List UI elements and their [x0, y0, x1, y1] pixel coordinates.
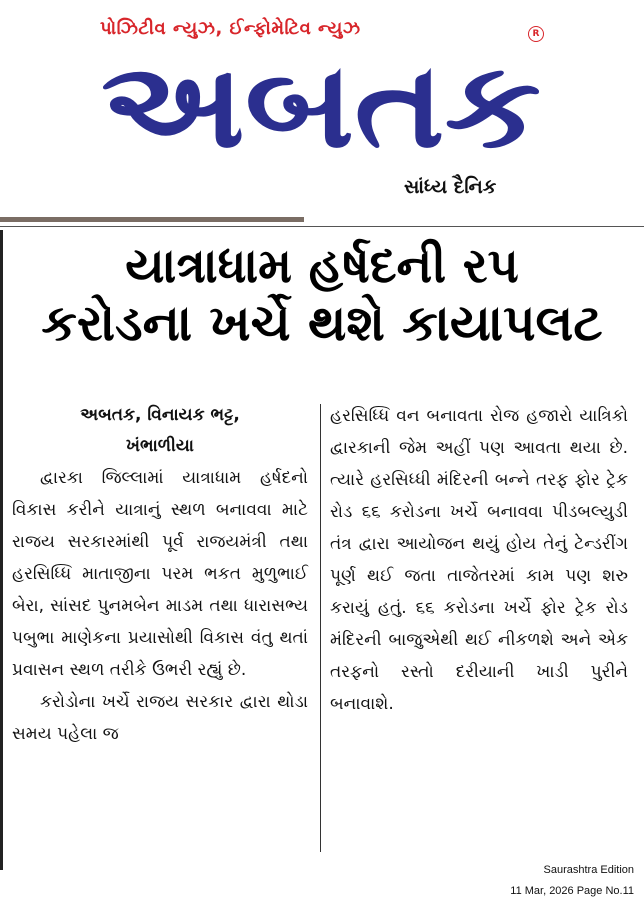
page-border [0, 230, 3, 870]
article-paragraph-1: દ્વારકા જિલ્લામાં યાત્રાધામ હર્ષદનો વિકાસ કરીને યાત્રાનું સ્થળ બનાવવા માટે રાજય સરકારમાંથી પૂર્વ રાજયમંત્રી તથા હરસિધ્ધિ માતાજીના પરમ ભકત મુળુભાઈ બેરા, સાંસદ પુનમબેન માડમ તથા ધારાસભ્ય પબુભા માણેકના પ્રયાસોથી વિકાસ વંતુ થતાં પ્રવાસન સ્થળ તરીકે ઉભરી રહ્યું છે. [12, 468, 308, 680]
column-divider [320, 404, 321, 852]
date-page-label: 11 Mar, 2026 Page No.11 [510, 885, 634, 897]
headline-line-2: કરોડના ખર્ચે થશે કાયાપલટ [41, 294, 603, 352]
masthead [0, 0, 644, 215]
abtak-logo [96, 34, 546, 174]
headline-line-1: યાત્રાધામ હર્ષદની રપ [125, 238, 519, 294]
article-paragraph-continued: હરસિધ્ધિ વન બનાવતા રોજ હજારો યાત્રિકો દ્વારકાની જેમ અહીં પણ આવતા થયા છે. ત્યારે હરસિધ્ધી મંદિરની બન્ને તરફ ફોર ટ્રેક રોડ ૬૬ કરોડના ખર્ચે બનાવવા પીડબલ્યુડી તંત્ર દ્વારા આયોજન થયું હોય તેનું ટેન્ડરીંગ પૂર્ણ થઈ જતા તાજેતરમાં કામ પણ શરુ કરાયું હતું. ૬૬ કરોડના ખર્ચે ફોર ટ્રેક રોડ મંદિરની બાજુએથી થઈ નીકળશે અને એક તરફનો રસ્તો દરીયાની ખાડી પુરીને બનાવાશે. [330, 406, 628, 714]
header-rule-thin [0, 226, 644, 227]
edition-label: Saurashtra Edition [543, 864, 634, 876]
registered-mark: R [528, 26, 544, 42]
byline-author: અબતક, વિનાયક ભટ્ટ, [80, 405, 240, 425]
article-column-right [330, 400, 628, 720]
logo-wordmark: અબતક [101, 36, 541, 174]
byline-location: ખંભાળીયા [126, 436, 194, 456]
header-rule-thick [0, 217, 304, 222]
masthead-tagline: પોઝિટીવ ન્યુઝ, ઈન્ફોમેટિવ ન્યુઝ [100, 18, 361, 39]
article-column-left [12, 400, 308, 750]
article-paragraph-2: કરોડોના ખર્ચે રાજય સરકાર દ્વારા થોડા સમય પહેલા જ [12, 692, 308, 744]
page-footer [510, 860, 634, 902]
masthead-subtitle: સાંધ્ય દૈનિક [404, 176, 497, 198]
article-headline [8, 238, 636, 352]
